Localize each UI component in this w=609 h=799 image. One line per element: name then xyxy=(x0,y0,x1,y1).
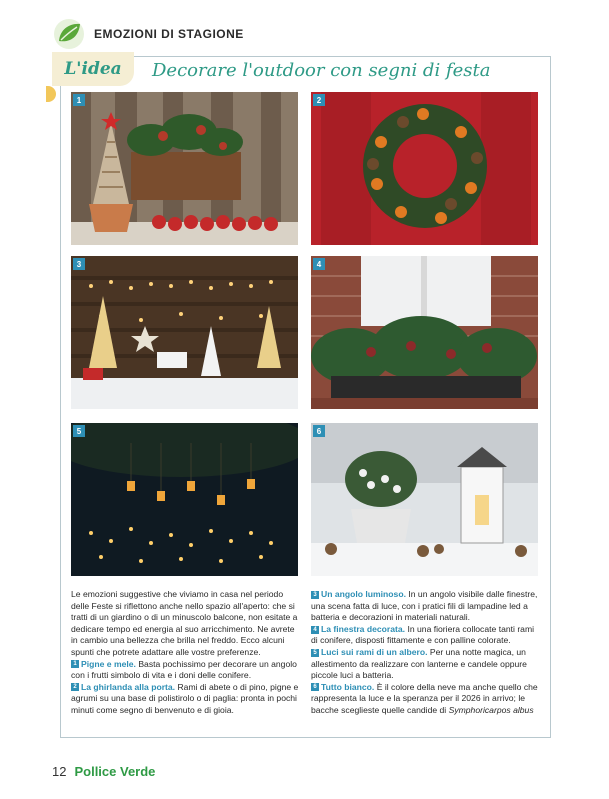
item-number: 6 xyxy=(311,683,319,691)
list-item xyxy=(311,682,541,717)
item-text: Per una notte magica, un allestimento da realizzare con lanterne e candele oppure piccole luci a batteria. xyxy=(311,646,527,681)
magazine-brand: Pollice Verde xyxy=(74,764,156,779)
text-column-right xyxy=(311,589,541,717)
section-title: EMOZIONI DI STAGIONE xyxy=(94,27,244,41)
item-title: Pigne e mele. xyxy=(81,658,136,669)
item-text-italic: Symphoricarpos albus xyxy=(448,704,534,715)
item-title: La ghirlanda alla porta. xyxy=(81,681,176,692)
idea-tab-label: L'idea xyxy=(64,59,122,79)
item-title: Tutto bianco. xyxy=(321,681,375,692)
photo-angolo-luminoso xyxy=(71,256,298,409)
item-number: 2 xyxy=(71,683,79,691)
photo-number: 2 xyxy=(313,94,325,106)
item-title: La finestra decorata. xyxy=(321,623,406,634)
list-item xyxy=(311,589,541,624)
item-text: In una fioriera collocate tanti rami di conifere, disposti fittamente e con palline colorate. xyxy=(311,623,535,646)
list-item xyxy=(71,659,301,682)
item-title: Luci sui rami di un albero. xyxy=(321,646,428,657)
photo-number: 4 xyxy=(313,258,325,270)
photo-tutto-bianco xyxy=(311,423,538,576)
intro-paragraph: Le emozioni suggestive che viviamo in casa nel periodo delle Feste si riflettono anche nello spazio all'aperto: che si tratti di un giardino o di un minuscolo balcone, non esitate a dedicare tempo ed energia al suo arricchimento. Ne avrete in cambio una bellezza che brilla nel freddo. Ecco alcuni spunti che potrete adattare alle vostre preferenze. xyxy=(71,589,298,657)
photo-luci-sui-rami xyxy=(71,423,298,576)
photo-finestra-decorata xyxy=(311,256,538,409)
item-number: 4 xyxy=(311,626,319,634)
text-column-left xyxy=(71,589,301,717)
idea-tab xyxy=(52,52,134,86)
section-header xyxy=(52,14,244,54)
list-item xyxy=(311,647,541,682)
photo-ghirlanda xyxy=(311,92,538,245)
photo-pigne-e-mele xyxy=(71,92,298,245)
photo-number: 1 xyxy=(73,94,85,106)
item-text: È il colore della neve ma anche quello che rappresenta la luce e la speranza per il 2026 in arrivo; le bacche sceglieste quelle candide di xyxy=(311,681,538,715)
item-number: 5 xyxy=(311,649,319,657)
item-number: 3 xyxy=(311,591,319,599)
headline: Decorare l'outdoor con segni di festa xyxy=(152,60,491,81)
item-text: In un angolo visibile dalle finestre, una scena fatta di luce, con i pratici fili di lampadine led a batteria e decorazioni in materiali naturali. xyxy=(311,589,538,623)
item-title: Un angolo luminoso. xyxy=(321,589,406,599)
list-item xyxy=(311,624,541,647)
leaf-icon xyxy=(52,17,86,51)
item-number: 1 xyxy=(71,660,79,668)
photo-number: 5 xyxy=(73,425,85,437)
item-text: Rami di abete o di pino, pigne e agrumi su una base di polistirolo o di paglia: pronta in pochi minuti come segno di benvenuto e di gioia. xyxy=(71,681,299,715)
item-text: Basta pochissimo per decorare un angolo con i frutti simbolo di vita e i doni delle conifere. xyxy=(71,658,297,681)
tab-marker xyxy=(46,86,56,102)
page-number: 12 xyxy=(52,764,67,779)
photo-number: 6 xyxy=(313,425,325,437)
list-item xyxy=(71,682,301,717)
photo-number: 3 xyxy=(73,258,85,270)
page-footer xyxy=(52,764,155,779)
